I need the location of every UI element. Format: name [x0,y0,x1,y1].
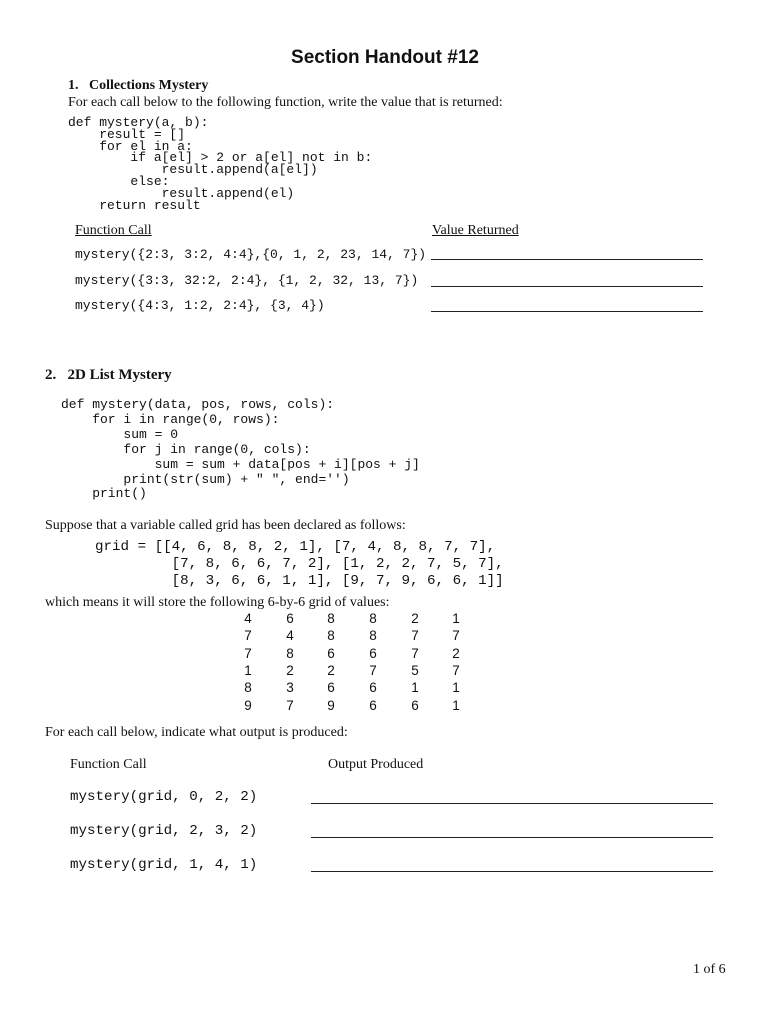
problem1-heading: 1. Collections Mystery [68,78,209,93]
grid-cell: 1 [244,662,252,678]
grid-cell: 7 [452,628,460,644]
output-blank-2[interactable] [311,837,713,838]
grid-cell: 7 [452,662,460,678]
grid-cell: 6 [369,680,377,696]
problem1-col-function-call: Function Call [75,223,152,238]
problem2-for-each-text: For each call below, indicate what output is produced: [45,725,348,740]
grid-cell: 6 [411,697,419,713]
grid-cell: 4 [244,611,252,626]
problem1-code-block: def mystery(a, b): result = [] for el in a: if a[el] > 2 or a[el] not in b: result.append(a[el]) else: result.append(el) return result [68,115,373,213]
problem2-code-block: def mystery(data, pos, rows, cols): for i in range(0, rows): sum = 0 for j in range(0, cols): sum = sum + data[pos + i][pos + j] print(str(sum) + " ", end='') print() [61,397,420,502]
problem1-call-1: mystery({2:3, 3:2, 4:4},{0, 1, 2, 23, 14, 7}) [75,247,427,262]
grid-cell: 1 [452,697,460,713]
output-blank-1[interactable] [311,803,713,804]
grid-declaration: grid = [[4, 6, 8, 8, 2, 1], [7, 4, 8, 8, 7, 7], [7, 8, 6, 6, 7, 2], [1, 2, 2, 7, 5, 7], [8, 3, 6, 6, 1, 1], [9, 7, 9, 6, 6, 1]] [95,539,504,589]
grid-cell: 8 [369,611,377,626]
grid-cell: 2 [327,662,335,678]
grid-cell: 6 [369,697,377,713]
grid-cell: 6 [327,680,335,696]
grid-cell: 7 [369,662,377,678]
answer-blank-2[interactable] [431,286,703,287]
problem1-instructions: For each call below to the following function, write the value that is returned: [68,95,503,110]
answer-blank-3[interactable] [431,311,703,312]
grid-cell: 7 [244,628,252,644]
grid-cell: 8 [369,628,377,644]
grid-cell: 9 [244,697,252,713]
grid-cell: 2 [411,611,419,626]
problem2-col-function-call: Function Call [70,757,147,772]
grid-cell: 1 [411,680,419,696]
page-title: Section Handout #12 [291,47,479,68]
problem1-call-2: mystery({3:3, 32:2, 2:4}, {1, 2, 32, 13, 7}) [75,273,419,288]
grid-cell: 6 [327,645,335,661]
grid-cell: 7 [286,697,294,713]
problem2-col-output-produced: Output Produced [328,757,424,772]
grid-cell: 3 [286,680,294,696]
grid-cell: 9 [327,697,335,713]
grid-cell: 2 [286,662,294,678]
problem2-call-1: mystery(grid, 0, 2, 2) [70,789,258,805]
problem1-call-3: mystery({4:3, 1:2, 2:4}, {3, 4}) [75,298,325,313]
grid-cell: 4 [286,628,294,644]
problem2-call-3: mystery(grid, 1, 4, 1) [70,857,258,873]
grid-cell: 7 [411,628,419,644]
grid-cell: 8 [286,645,294,661]
grid-cell: 1 [452,680,460,696]
grid-cell: 6 [369,645,377,661]
grid-cell: 8 [327,628,335,644]
grid-cell: 1 [452,611,460,626]
problem1-col-value-returned: Value Returned [432,223,519,238]
problem2-call-2: mystery(grid, 2, 3, 2) [70,823,258,839]
grid-cell: 7 [411,645,419,661]
grid-cell: 8 [327,611,335,626]
problem2-heading: 2. 2D List Mystery [45,367,172,383]
page-number: 1 of 6 [693,962,726,977]
grid-cell: 5 [411,662,419,678]
grid-cell: 6 [286,611,294,626]
grid-cell: 2 [452,645,460,661]
grid-cell: 7 [244,645,252,661]
output-blank-3[interactable] [311,871,713,872]
problem2-suppose-text: Suppose that a variable called grid has been declared as follows: [45,518,406,533]
problem2-which-means-text: which means it will store the following 6-by-6 grid of values: [45,595,390,610]
grid-cell: 8 [244,680,252,696]
answer-blank-1[interactable] [431,259,703,260]
